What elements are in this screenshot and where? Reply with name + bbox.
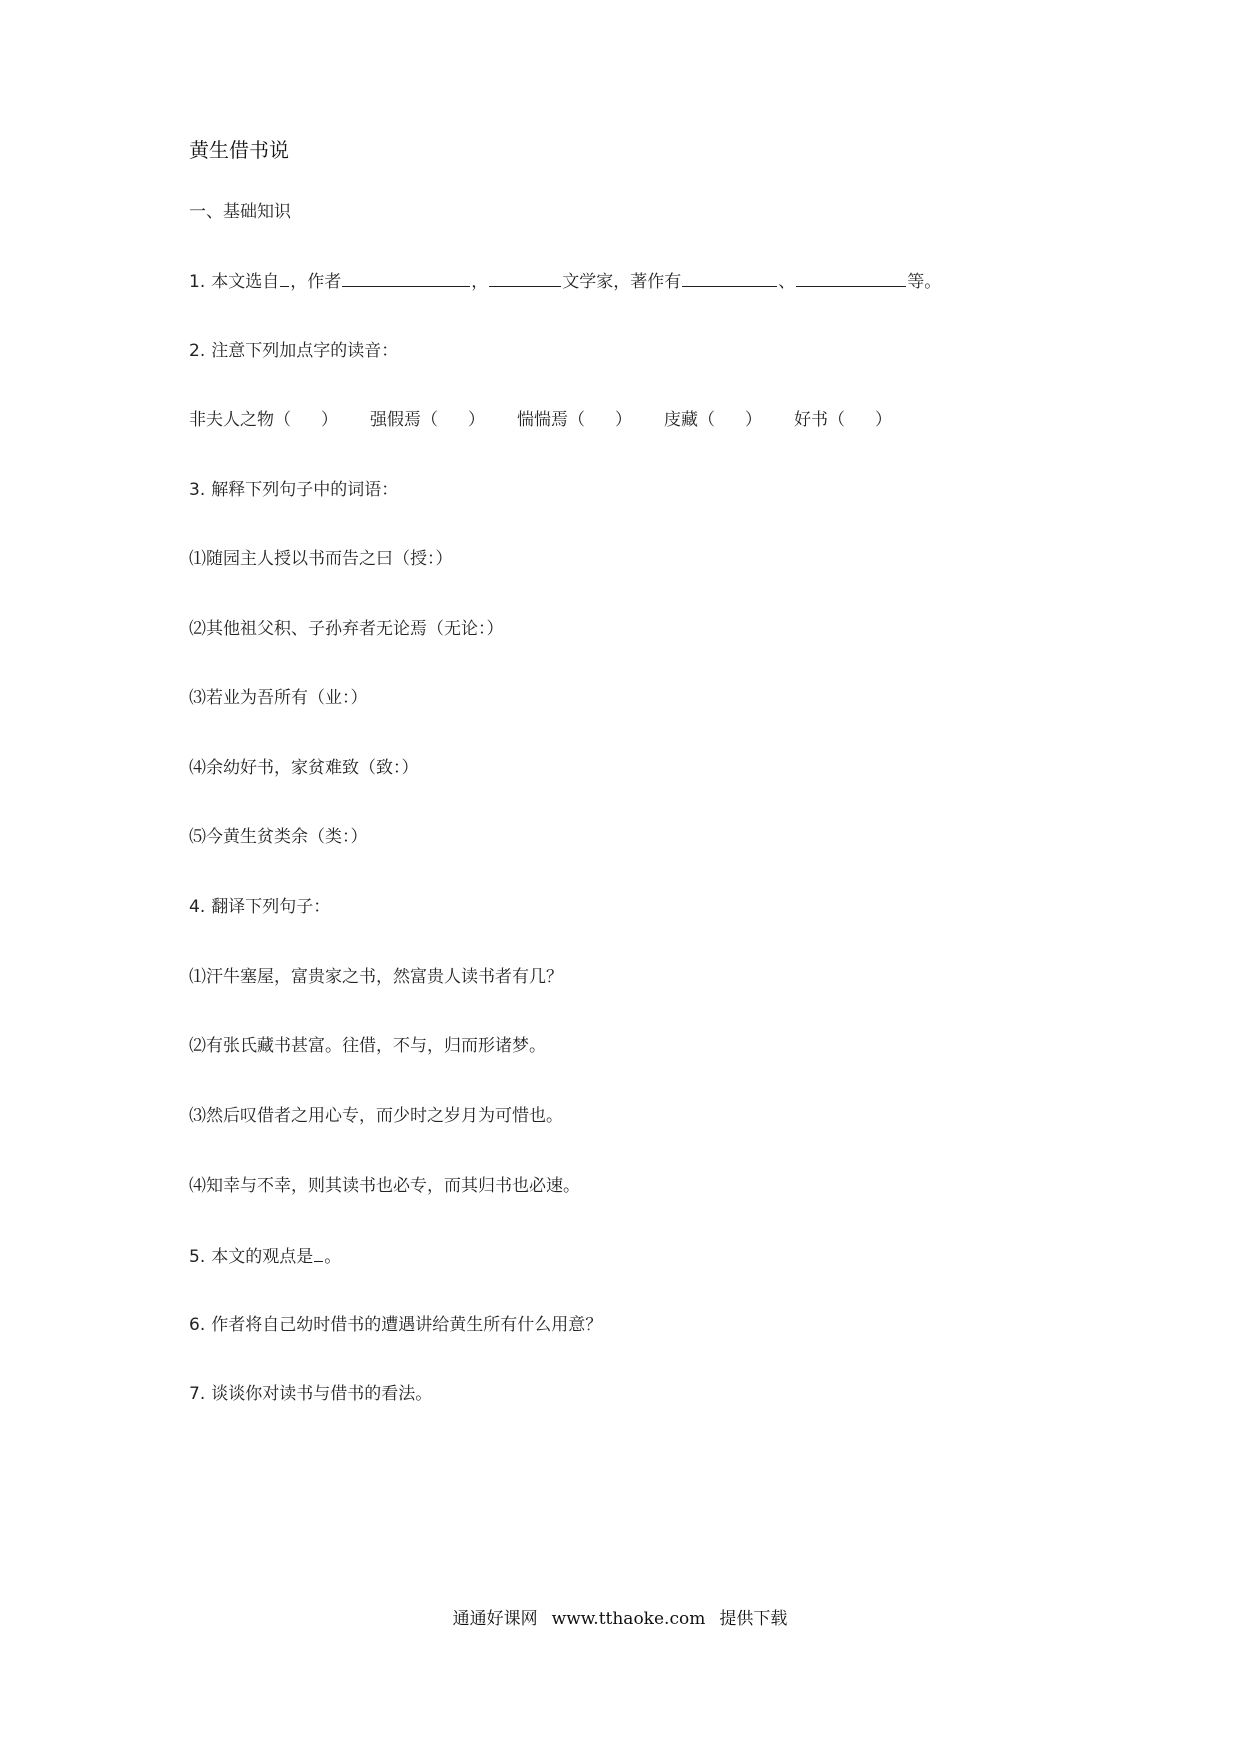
- question-text: 作者将自己幼时借书的遭遇讲给黄生所有什么用意？: [211, 1315, 603, 1335]
- question-number: 3.: [189, 480, 206, 500]
- question-5: [189, 1243, 341, 1269]
- question-text: 本文选自: [211, 272, 280, 292]
- sub-item: ⑵有张氏藏书甚富。往借，不与，归而形诸梦。: [189, 1036, 546, 1056]
- question-text: 等。: [907, 272, 942, 292]
- sub-item: ⑸今黄生贫类余（类：）: [189, 827, 368, 847]
- sub-item: ⑵其他祖父积、子孙弃者无论焉（无论：）: [189, 619, 504, 639]
- footer-site-name: 通通好课网: [452, 1609, 538, 1629]
- question-1: [189, 268, 941, 294]
- section-heading: 一、基础知识: [189, 202, 291, 222]
- document-title: 黄生借书说: [189, 138, 289, 162]
- answer-blank[interactable]: [796, 268, 906, 287]
- pronunciation-item[interactable]: [189, 408, 338, 432]
- question-text: ，: [471, 272, 489, 292]
- question-3: [189, 478, 398, 502]
- question-number: 5.: [189, 1247, 206, 1267]
- close-paren: ）: [321, 410, 338, 430]
- answer-blank[interactable]: [342, 268, 470, 287]
- pronunciation-item[interactable]: [794, 408, 892, 432]
- question-number: 7.: [189, 1384, 206, 1404]
- question-text: 谈谈你对读书与借书的看法。: [211, 1384, 433, 1404]
- answer-blank[interactable]: [489, 268, 561, 287]
- sub-item: ⑴汗牛塞屋，富贵家之书，然富贵人读书者有几？: [189, 967, 563, 987]
- sub-item: ⑷知幸与不幸，则其读书也必专，而其归书也必速。: [189, 1176, 580, 1196]
- sub-item: ⑶然后叹借者之用心专，而少时之岁月为可惜也。: [189, 1106, 563, 1126]
- question-text: 、: [778, 272, 796, 292]
- question-text: 文学家，著作有: [562, 272, 682, 292]
- footer-suffix: 提供下载: [719, 1609, 788, 1629]
- pronunciation-word: 好书（: [794, 410, 845, 430]
- question-text: 翻译下列句子：: [211, 897, 331, 917]
- question-text: ，作者: [290, 272, 342, 292]
- question-number: 1.: [189, 272, 206, 292]
- sub-item: ⑷余幼好书，家贫难致（致：）: [189, 758, 419, 778]
- close-paren: ）: [468, 410, 485, 430]
- page-footer: [0, 1604, 1240, 1629]
- pronunciation-word: 强假焉（: [370, 410, 438, 430]
- pronunciation-item[interactable]: [370, 408, 485, 432]
- question-number: 2.: [189, 341, 206, 361]
- question-2: [189, 339, 398, 363]
- question-number: 6.: [189, 1315, 206, 1335]
- question-4: [189, 895, 330, 919]
- answer-blank[interactable]: [280, 268, 289, 287]
- pronunciation-word: 庋藏（: [664, 410, 715, 430]
- pronunciation-items: [189, 408, 924, 432]
- question-text: 。: [324, 1247, 342, 1267]
- sub-item: ⑶若业为吾所有（业：）: [189, 688, 368, 708]
- footer-url[interactable]: www.tthaoke.com: [551, 1609, 706, 1629]
- question-7: [189, 1382, 432, 1406]
- close-paren: ）: [745, 410, 762, 430]
- question-number: 4.: [189, 897, 206, 917]
- answer-blank[interactable]: [314, 1243, 323, 1262]
- sub-item: ⑴随园主人授以书而告之曰（授：）: [189, 549, 453, 569]
- close-paren: ）: [615, 410, 632, 430]
- question-text: 解释下列句子中的词语：: [211, 480, 399, 500]
- question-text: 本文的观点是: [211, 1247, 314, 1267]
- close-paren: ）: [875, 410, 892, 430]
- pronunciation-word: 惴惴焉（: [517, 410, 585, 430]
- answer-blank[interactable]: [682, 268, 777, 287]
- question-6: [189, 1313, 602, 1337]
- pronunciation-item[interactable]: [517, 408, 632, 432]
- pronunciation-word: 非夫人之物（: [189, 410, 291, 430]
- pronunciation-item[interactable]: [664, 408, 762, 432]
- question-text: 注意下列加点字的读音：: [211, 341, 399, 361]
